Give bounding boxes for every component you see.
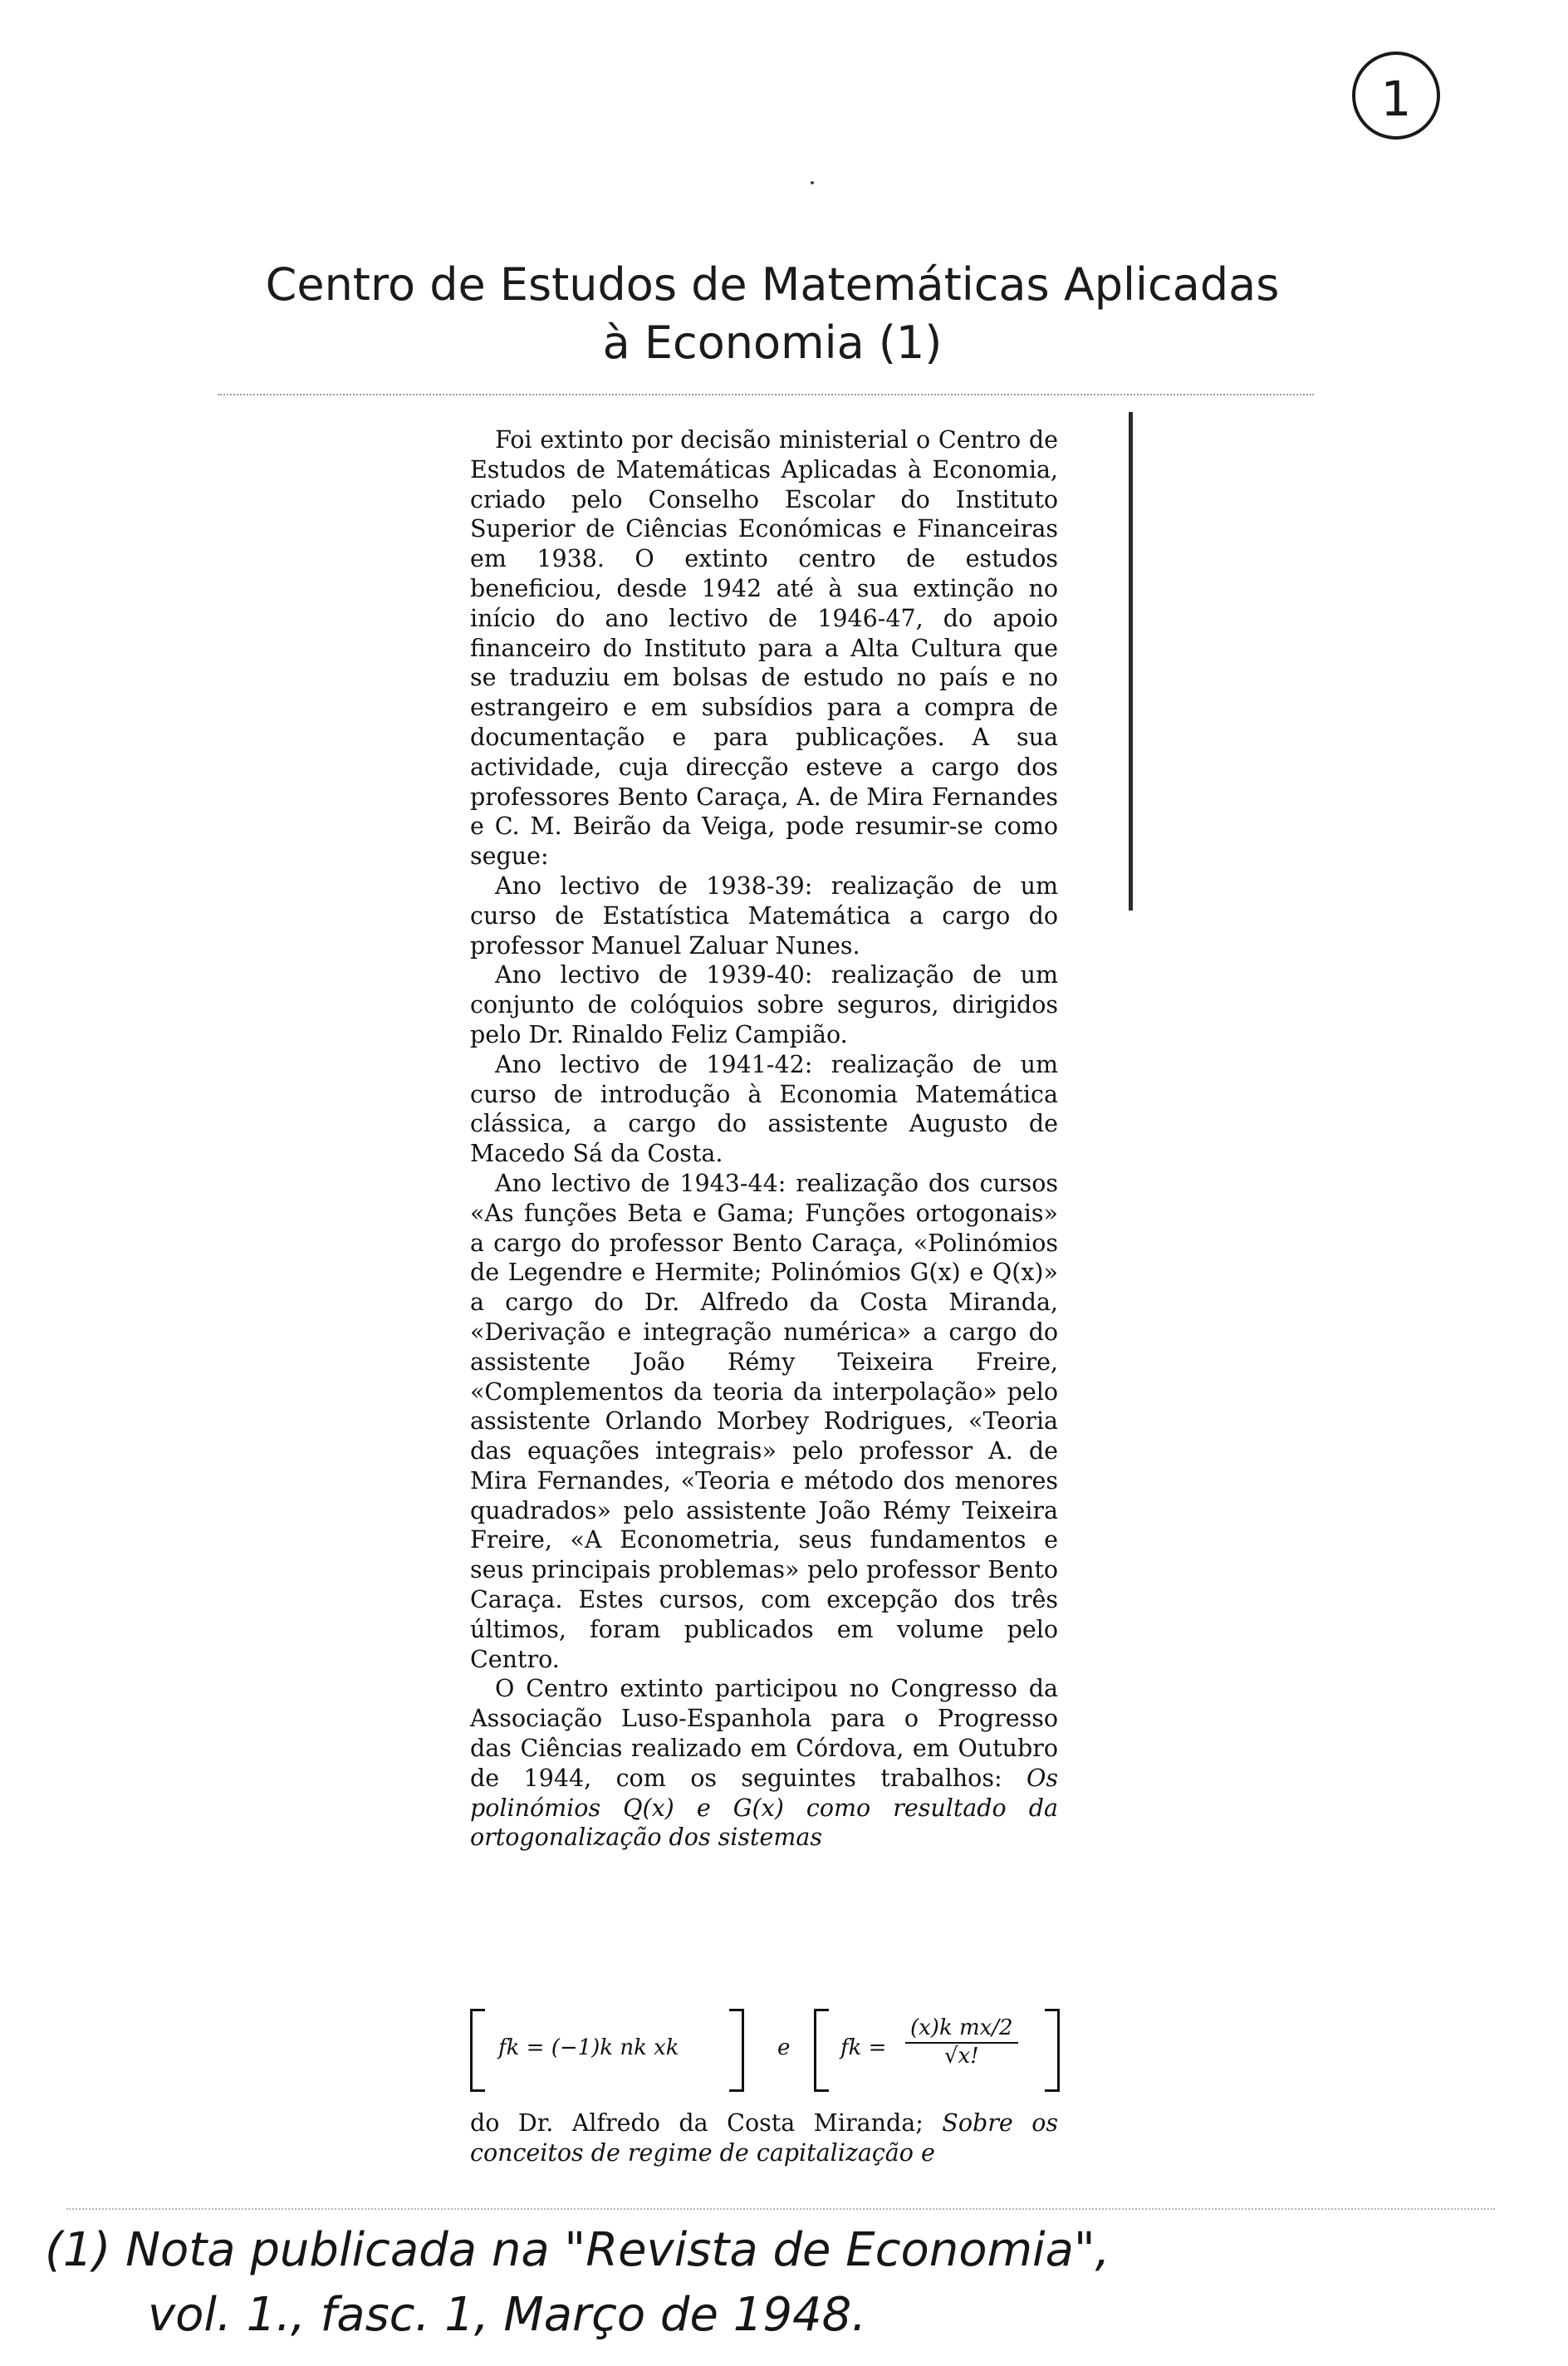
formula-right-lhs: fk =: [840, 2035, 887, 2060]
formula-left: fk = (−1)k nk xk: [498, 2035, 679, 2060]
paragraph-congress: [470, 1674, 1058, 1853]
page-number-circle: [1352, 52, 1440, 140]
margin-mark: [1129, 412, 1133, 911]
formula-separator: e: [777, 2035, 791, 2060]
formula-denominator: √x!: [943, 2044, 979, 2069]
paragraph-intro: Foi extinto por decisão ministerial o Centro de Estudos de Matemáticas Aplicadas à Economia, criado pelo Conselho Escolar do Instituto Superior de Ciências Económicas e Financeiras em 1938. O extinto centro de estudos beneficiou, desde 1942 até à sua extinção no início do ano lectivo de 1946-47, do apoio financeiro do Instituto para a Alta Cultura que se traduziu em bolsas de estudo no país e no estrangeiro e em subsídios para a compra de documentação e para publicações. A sua actividade, cuja direcção esteve a cargo dos professores Bento Caraça, A. de Mira Fernandes e C. M. Beirão da Veiga, pode resumir-se como segue:: [470, 426, 1058, 871]
handwritten-footnote: [45, 2218, 1540, 2348]
footnote-divider: [66, 2208, 1495, 2210]
ink-dot: [811, 181, 814, 184]
congress-text: O Centro extinto participou no Congresso da Associação Luso-Espanhola para o Progresso das Ciências realizado em Córdova, em Outubro de 1944, com os seguintes trabalhos:: [470, 1675, 1058, 1792]
right-bracket-close: [1045, 2009, 1060, 2092]
right-bracket-open: [814, 2009, 829, 2092]
paragraph-1943: Ano lectivo de 1943-44: realização dos cursos «As funções Beta e Gama; Funções ortogonais» a cargo do professor Bento Caraça, «Polinómios de Legendre e Hermite; Polinómios G(x) e Q(x)» a cargo do Dr. Alfredo da Costa Miranda, «Derivação e integração numérica» a cargo do assistente João Rémy Teixeira Freire, «Complementos da teoria da interpolação» pelo assistente Orlando Morbey Rodrigues, «Teoria das equações integrais» pelo professor A. de Mira Fernandes, «Teoria e método dos menores quadrados» pelo assistente João Rémy Teixeira Freire, «A Econometria, seus fundamentos e seus principais problemas» pelo professor Bento Caraça. Estes cursos, com excepção dos três últimos, foram publicados em volume pelo Centro.: [470, 1169, 1058, 1673]
footnote-line-1: (1) Nota publicada na "Revista de Economia",: [45, 2223, 1110, 2277]
page-number: 1: [1380, 71, 1412, 127]
congress-italic: Os polinómios Q(x) e G(x) como resultado da ortogonalização dos sistemas: [470, 1764, 1058, 1852]
continuation-text: do Dr. Alfredo da Costa Miranda;: [470, 2109, 924, 2137]
left-bracket-close: [729, 2009, 744, 2092]
formula-right: [840, 2015, 1018, 2069]
paragraph-1939: Ano lectivo de 1939-40: realização de um conjunto de colóquios sobre seguros, dirigidos pelo Dr. Rinaldo Feliz Campião.: [470, 961, 1058, 1048]
footnote-line-2: vol. 1., fasc. 1, Março de 1948.: [148, 2288, 867, 2342]
title-line-2: à Economia (1): [602, 317, 943, 369]
article-body: [470, 425, 1058, 1853]
article-continuation: [470, 2108, 1058, 2168]
left-bracket-open: [470, 2009, 485, 2092]
continuation-italic: Sobre os conceitos de regime de capitalização e: [470, 2109, 1058, 2167]
formula-block: [465, 2009, 1063, 2100]
page-title: [208, 256, 1337, 372]
formula-numerator: (x)k mx/2: [905, 2015, 1018, 2044]
title-divider: [218, 394, 1314, 395]
paragraph-1938: Ano lectivo de 1938-39: realização de um curso de Estatística Matemática a cargo do professor Manuel Zaluar Nunes.: [470, 871, 1058, 960]
title-line-1: Centro de Estudos de Matemáticas Aplicadas: [265, 258, 1280, 311]
paragraph-1941: Ano lectivo de 1941-42: realização de um curso de introdução à Economia Matemática clássica, a cargo do assistente Augusto de Macedo Sá da Costa.: [470, 1050, 1058, 1168]
